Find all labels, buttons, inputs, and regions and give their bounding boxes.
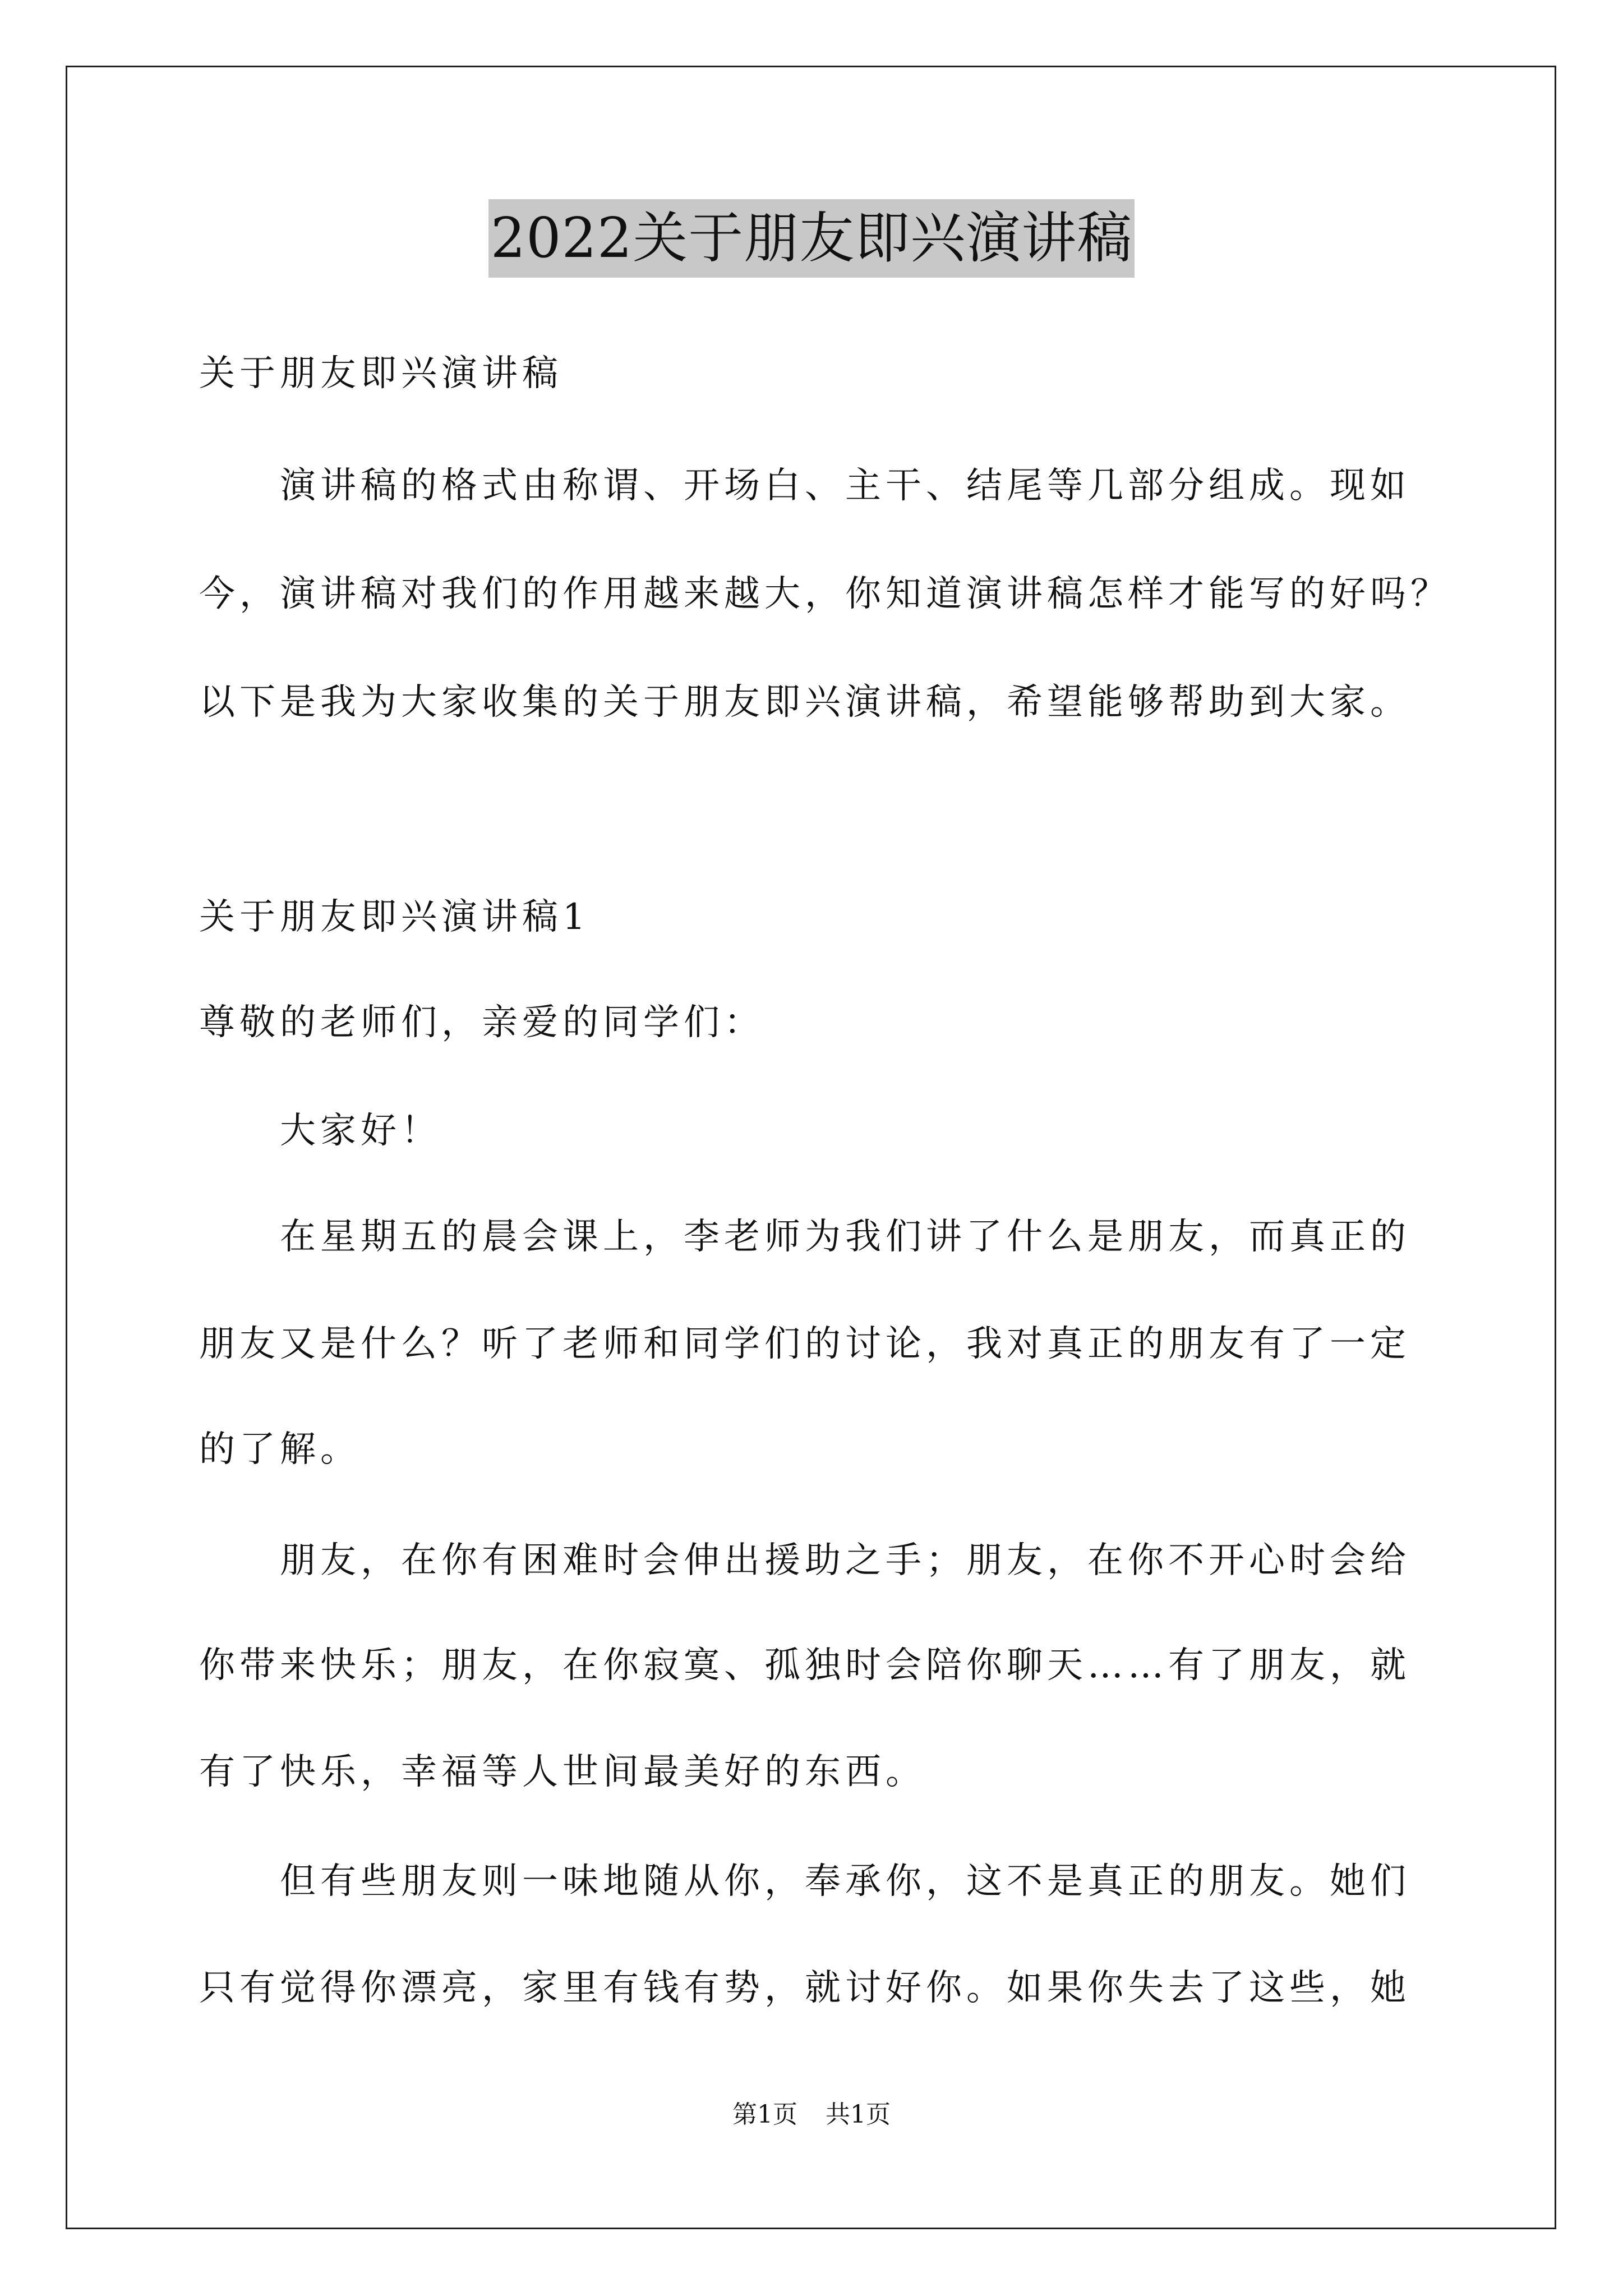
paragraph-line: 演讲稿的格式由称谓、开场白、主干、结尾等几部分组成。现如 [199, 465, 1410, 507]
paragraph-line: 今，演讲稿对我们的作用越来越大，你知道演讲稿怎样才能写的好吗？ [199, 573, 1451, 615]
paragraph-line: 在星期五的晨会课上，李老师为我们讲了什么是朋友，而真正的 [199, 1216, 1410, 1258]
paragraph-line: 朋友，在你有困难时会伸出援助之手；朋友，在你不开心时会给 [199, 1540, 1410, 1581]
greeting-line: 大家好！ [199, 1110, 441, 1152]
page-footer [0, 2098, 1623, 2132]
subtitle-line: 关于朋友即兴演讲稿 [199, 353, 562, 394]
page-total: 共1页 [826, 2100, 891, 2129]
paragraph-line: 朋友又是什么？听了老师和同学们的讨论，我对真正的朋友有了一定 [199, 1323, 1410, 1365]
document-title: 2022关于朋友即兴演讲稿 [488, 199, 1135, 278]
paragraph-line: 以下是我为大家收集的关于朋友即兴演讲稿，希望能够帮助到大家。 [199, 682, 1410, 723]
paragraph-line: 你带来快乐；朋友，在你寂寞、孤独时会陪你聊天……有了朋友，就 [199, 1645, 1410, 1686]
paragraph-line: 有了快乐，幸福等人世间最美好的东西。 [199, 1751, 926, 1793]
page-number: 第1页 [732, 2100, 797, 2129]
paragraph-line: 的了解。 [199, 1429, 361, 1470]
paragraph-line: 但有些朋友则一味地随从你，奉承你，这不是真正的朋友。她们 [199, 1861, 1410, 1902]
title-container [0, 199, 1623, 278]
section-heading: 关于朋友即兴演讲稿1 [199, 896, 590, 938]
paragraph-line: 只有觉得你漂亮，家里有钱有势，就讨好你。如果你失去了这些，她 [199, 1967, 1410, 2009]
salutation-line: 尊敬的老师们，亲爱的同学们： [199, 1002, 764, 1043]
